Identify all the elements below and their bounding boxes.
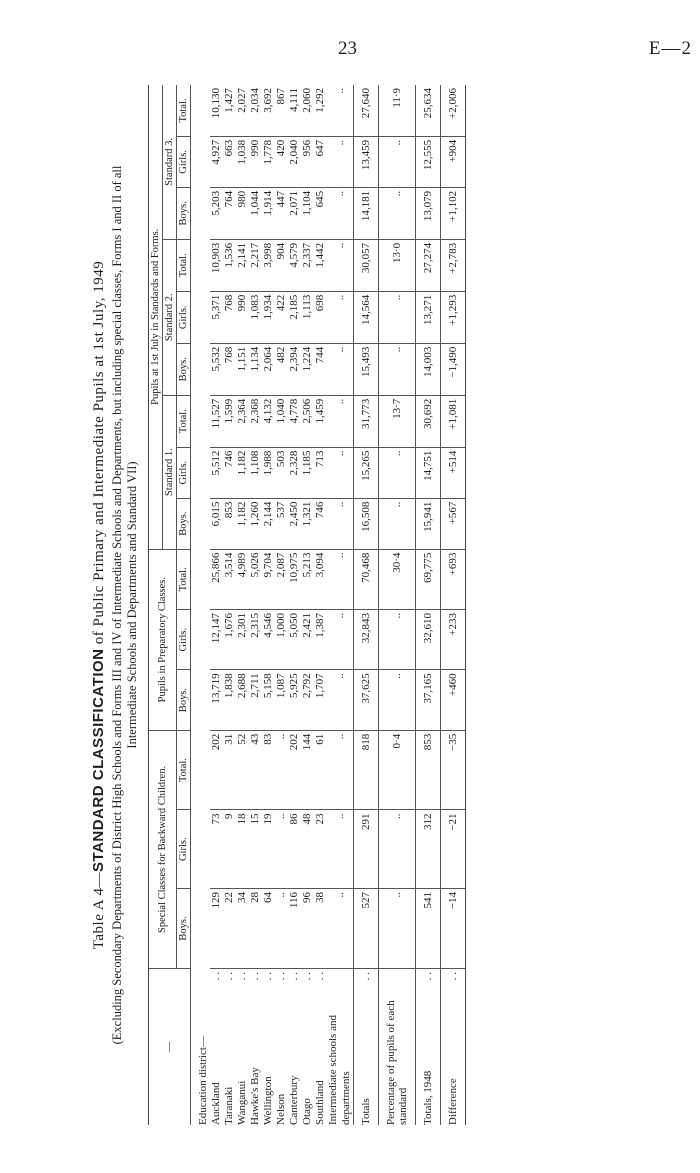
total-column-header: Total.: [177, 549, 191, 609]
table-cell: 96: [301, 888, 314, 968]
table-title: [90, 85, 108, 1125]
table-cell: 1,044: [249, 187, 262, 239]
table-cell: ..: [327, 85, 354, 136]
district-row-label: [275, 969, 288, 1126]
leader-dots: . .: [422, 972, 434, 981]
table-cell: 853: [416, 730, 441, 810]
table-cell: 5,050: [288, 610, 301, 670]
summary-row-label: [441, 969, 466, 1126]
table-cell: 2,141: [236, 239, 249, 291]
table-cell: 30,692: [416, 395, 441, 447]
district-row-label: [327, 969, 354, 1126]
district-row-label: [223, 969, 236, 1126]
table-cell: 1,185: [301, 447, 314, 498]
table-cell: 3,692: [262, 85, 275, 136]
table-cell: 11·9: [379, 85, 416, 136]
total-column-header: Total.: [177, 239, 191, 291]
district-row: [275, 85, 288, 1125]
summary-row-label: [379, 969, 416, 1126]
table-cell: 19: [262, 810, 275, 889]
row-name: Nelson: [275, 1093, 287, 1125]
table-cell: 15: [249, 810, 262, 889]
table-cell: 1,292: [314, 85, 327, 136]
table-cell: +514: [441, 447, 466, 498]
table-cell: 14,181: [354, 187, 379, 239]
table-cell: 202: [210, 730, 223, 810]
table-cell: +904: [441, 136, 466, 187]
total-column-header: Total.: [177, 395, 191, 447]
table-cell: 64: [262, 888, 275, 968]
girls-column-header: Girls.: [177, 610, 191, 670]
leader-dots: . .: [301, 972, 313, 981]
table-cell: 1,914: [262, 187, 275, 239]
row-name: Totals, 1948: [422, 1070, 434, 1125]
table-cell: 3,094: [314, 549, 327, 609]
district-row-label: [262, 969, 275, 1126]
table-cell: ..: [379, 810, 416, 889]
table-cell: ..: [327, 447, 354, 498]
district-row: [223, 85, 236, 1125]
table-cell: 764: [223, 187, 236, 239]
table-cell: 980: [236, 187, 249, 239]
table-cell: 990: [249, 136, 262, 187]
table-cell: 2,034: [249, 85, 262, 136]
table-cell: 4,111: [288, 85, 301, 136]
table-cell: 0·4: [379, 730, 416, 810]
table-cell: 4,778: [288, 395, 301, 447]
table-cell: ..: [327, 888, 354, 968]
table-cell: 1,599: [223, 395, 236, 447]
table-cell: 768: [223, 343, 236, 395]
table-cell: +693: [441, 549, 466, 609]
table-cell: +233: [441, 610, 466, 670]
table-cell: 83: [262, 730, 275, 810]
district-row: [301, 85, 314, 1125]
table-cell: −21: [441, 810, 466, 889]
table-cell: 645: [314, 187, 327, 239]
row-name: Wanganui: [236, 1080, 248, 1125]
table-cell: 5,213: [301, 549, 314, 609]
table-cell: 31,773: [354, 395, 379, 447]
table-cell: ..: [379, 498, 416, 549]
row-name: Taranaki: [223, 1086, 235, 1125]
leader-dots: . .: [314, 972, 326, 981]
table-cell: 30·4: [379, 549, 416, 609]
table-cell: 818: [354, 730, 379, 810]
table-cell: 61: [314, 730, 327, 810]
table-cell: 1,459: [314, 395, 327, 447]
row-name: Southland: [314, 1080, 326, 1125]
table-title-bold: STANDARD CLASSIFICATION: [90, 648, 107, 872]
table-cell: −14: [441, 888, 466, 968]
table-cell: 1,934: [262, 291, 275, 343]
table-cell: 4,927: [210, 136, 223, 187]
row-name: Hawke's Bay: [249, 1067, 261, 1125]
classification-table: [148, 85, 466, 1125]
row-name: Percentage of pupils of each standard: [385, 1000, 409, 1125]
table-cell: 86: [288, 810, 301, 889]
standard-2-header: Standard 2.: [163, 239, 177, 395]
table-cell: ..: [327, 187, 354, 239]
table-cell: 2,368: [249, 395, 262, 447]
leader-dots: . .: [249, 972, 261, 981]
table-cell: +1,102: [441, 187, 466, 239]
table-cell: −35: [441, 730, 466, 810]
table-cell: 38: [314, 888, 327, 968]
table-cell: ..: [275, 888, 288, 968]
table-cell: ..: [327, 395, 354, 447]
table-cell: 420: [275, 136, 288, 187]
table-cell: 2,711: [249, 670, 262, 730]
district-row-label: [288, 969, 301, 1126]
table-cell: 27,274: [416, 239, 441, 291]
table-cell: 1,108: [249, 447, 262, 498]
table-cell: 2,364: [236, 395, 249, 447]
table-cell: 2,792: [301, 670, 314, 730]
table-cell: 9,704: [262, 549, 275, 609]
table-cell: 30,057: [354, 239, 379, 291]
summary-row-label: [354, 969, 379, 1126]
label-column-header: —: [149, 969, 191, 1126]
table-cell: 2,337: [301, 239, 314, 291]
table-cell: 5,158: [262, 670, 275, 730]
table-cell: ..: [327, 239, 354, 291]
table-cell: 482: [275, 343, 288, 395]
table-cell: 1,000: [275, 610, 288, 670]
table-cell: +460: [441, 670, 466, 730]
table-cell: ..: [327, 810, 354, 889]
table-cell: 22: [223, 888, 236, 968]
table-cell: 1,707: [314, 670, 327, 730]
table-cell: 9: [223, 810, 236, 889]
table-cell: 31: [223, 730, 236, 810]
boys-column-header: Boys.: [177, 343, 191, 395]
table-cell: 2,688: [236, 670, 249, 730]
table-cell: 312: [416, 810, 441, 889]
table-cell: 2,087: [275, 549, 288, 609]
table-cell: 956: [301, 136, 314, 187]
table-cell: ..: [327, 136, 354, 187]
table-cell: 1,321: [301, 498, 314, 549]
table-cell: 15,493: [354, 343, 379, 395]
total-column-header: Total.: [177, 85, 191, 136]
table-cell: 3,514: [223, 549, 236, 609]
table-cell: +1,293: [441, 291, 466, 343]
table-cell: 15,265: [354, 447, 379, 498]
table-cell: 4,579: [288, 239, 301, 291]
table-cell: 867: [275, 85, 288, 136]
table-cell: 1,988: [262, 447, 275, 498]
table-cell: 2,394: [288, 343, 301, 395]
table-cell: 2,185: [288, 291, 301, 343]
table-cell: ..: [275, 730, 288, 810]
district-rows: [191, 85, 354, 1125]
table-cell: 1,113: [301, 291, 314, 343]
table-cell: 32,843: [354, 610, 379, 670]
table-cell: ..: [379, 343, 416, 395]
table-cell: 1,838: [223, 670, 236, 730]
district-row-label: [249, 969, 262, 1126]
leader-dots: . .: [360, 972, 372, 981]
table-cell: 202: [288, 730, 301, 810]
row-name: Totals: [360, 1098, 372, 1125]
table-cell: 13·7: [379, 395, 416, 447]
boys-column-header: Boys.: [177, 670, 191, 730]
table-cell: 2,040: [288, 136, 301, 187]
district-row: [236, 85, 249, 1125]
table-cell: 1,442: [314, 239, 327, 291]
table-cell: 2,328: [288, 447, 301, 498]
table-cell: 503: [275, 447, 288, 498]
table-cell: 1,104: [301, 187, 314, 239]
table-cell: ..: [379, 187, 416, 239]
table-cell: 541: [416, 888, 441, 968]
standard-1-header: Standard 1.: [163, 395, 177, 549]
table-cell: ..: [379, 291, 416, 343]
boys-column-header: Boys.: [177, 498, 191, 549]
table-cell: 2,071: [288, 187, 301, 239]
girls-column-header: Girls.: [177, 447, 191, 498]
table-cell: 1,083: [249, 291, 262, 343]
girls-column-header: Girls.: [177, 810, 191, 889]
table-cell: 447: [275, 187, 288, 239]
table-cell: ..: [327, 610, 354, 670]
table-cell: 14,003: [416, 343, 441, 395]
table-cell: 73: [210, 810, 223, 889]
table-cell: 14,751: [416, 447, 441, 498]
table-cell: 12,555: [416, 136, 441, 187]
special-classes-header: Special Classes for Backward Children.: [149, 730, 177, 968]
row-name: Auckland: [210, 1082, 222, 1125]
table-cell: 1,778: [262, 136, 275, 187]
table-cell: +567: [441, 498, 466, 549]
table-cell: 16,508: [354, 498, 379, 549]
table-cell: ..: [327, 730, 354, 810]
table-cell: +2,783: [441, 239, 466, 291]
summary-row: [416, 85, 441, 1125]
table-cell: 698: [314, 291, 327, 343]
total-column-header: Total.: [177, 730, 191, 810]
row-name: Intermediate schools and departments: [327, 1015, 352, 1125]
table-cell: 2,064: [262, 343, 275, 395]
summary-row-label: [416, 969, 441, 1126]
district-row: [314, 85, 327, 1125]
table-cell: 144: [301, 730, 314, 810]
table-cell: ..: [327, 670, 354, 730]
table-cell: 1,182: [236, 447, 249, 498]
table-cell: 3,998: [262, 239, 275, 291]
table-cell: 4,989: [236, 549, 249, 609]
row-name: Canterbury: [288, 1075, 300, 1125]
leader-dots: . .: [223, 972, 235, 981]
table-cell: 11,527: [210, 395, 223, 447]
table-cell: 5,371: [210, 291, 223, 343]
table-cell: 23: [314, 810, 327, 889]
table-cell: 2,506: [301, 395, 314, 447]
preparatory-classes-header: Pupils in Preparatory Classes.: [149, 549, 177, 730]
table-cell: 1,387: [314, 610, 327, 670]
table-cell: 18: [236, 810, 249, 889]
table-cell: 13,719: [210, 670, 223, 730]
leader-dots: . .: [288, 972, 300, 981]
table-cell: 129: [210, 888, 223, 968]
district-row-label: [236, 969, 249, 1126]
table-cell: 34: [236, 888, 249, 968]
district-row: [210, 85, 223, 1125]
table-cell: 52: [236, 730, 249, 810]
table-cell: 291: [354, 810, 379, 889]
table-cell: 2,301: [236, 610, 249, 670]
table-cell: 746: [223, 447, 236, 498]
table-cell: 10,903: [210, 239, 223, 291]
table-cell: 116: [288, 888, 301, 968]
table-cell: 1,087: [275, 670, 288, 730]
table-cell: 1,676: [223, 610, 236, 670]
table-cell: 5,925: [288, 670, 301, 730]
table-cell: 70,468: [354, 549, 379, 609]
district-row: [249, 85, 262, 1125]
table-cell: 25,866: [210, 549, 223, 609]
table-cell: ..: [275, 810, 288, 889]
table-cell: 1,134: [249, 343, 262, 395]
summary-rows: [354, 85, 466, 1125]
district-row-label: [301, 969, 314, 1126]
leader-dots: . .: [210, 972, 222, 981]
section-label: Education district—: [197, 1036, 209, 1125]
table-cell: 2,315: [249, 610, 262, 670]
table-cell: 990: [236, 291, 249, 343]
table-cell: 25,634: [416, 85, 441, 136]
table-cell: 5,203: [210, 187, 223, 239]
table-cell: 422: [275, 291, 288, 343]
table-cell: 744: [314, 343, 327, 395]
table-cell: ..: [379, 670, 416, 730]
table-cell: 32,610: [416, 610, 441, 670]
table-cell: 27,640: [354, 85, 379, 136]
table-cell: 1,038: [236, 136, 249, 187]
table-cell: 2,027: [236, 85, 249, 136]
table-cell: 13,459: [354, 136, 379, 187]
table-cell: 4,132: [262, 395, 275, 447]
table-cell: 43: [249, 730, 262, 810]
standard-3-header: Standard 3.: [163, 85, 177, 239]
table-cell: 5,026: [249, 549, 262, 609]
boys-column-header: Boys.: [177, 187, 191, 239]
table-cell: 853: [223, 498, 236, 549]
rotated-table-block: [90, 85, 690, 1125]
table-cell: 663: [223, 136, 236, 187]
table-cell: ..: [379, 136, 416, 187]
table-cell: 69,775: [416, 549, 441, 609]
table-cell: 647: [314, 136, 327, 187]
row-name: Difference: [447, 1078, 459, 1125]
table-title-rest: of Public Primary and Intermediate Pupils at 1st July, 1949: [91, 260, 107, 649]
table-cell: 13·0: [379, 239, 416, 291]
table-cell: 28: [249, 888, 262, 968]
row-name: Otago: [301, 1098, 313, 1125]
standards-header: Pupils at 1st July in Standards and Forms.: [149, 85, 163, 549]
table-cell: 5,512: [210, 447, 223, 498]
table-cell: ..: [379, 888, 416, 968]
district-row: [288, 85, 301, 1125]
page-number: 23: [338, 38, 357, 59]
table-cell: 5,532: [210, 343, 223, 395]
table-cell: 713: [314, 447, 327, 498]
row-name: Wellington: [262, 1076, 274, 1125]
table-cell: ..: [327, 343, 354, 395]
table-cell: +2,006: [441, 85, 466, 136]
table-cell: 10,975: [288, 549, 301, 609]
district-row-label: [210, 969, 223, 1126]
table-cell: 13,271: [416, 291, 441, 343]
page-reference: E—2: [648, 38, 692, 59]
table-cell: 1,151: [236, 343, 249, 395]
table-cell: 768: [223, 291, 236, 343]
table-cell: 1,182: [236, 498, 249, 549]
table-cell: 10,130: [210, 85, 223, 136]
table-cell: 48: [301, 810, 314, 889]
table-cell: 1,224: [301, 343, 314, 395]
table-cell: 527: [354, 888, 379, 968]
table-cell: 1,427: [223, 85, 236, 136]
table-cell: 6,015: [210, 498, 223, 549]
table-cell: 15,941: [416, 498, 441, 549]
summary-row: [354, 85, 379, 1125]
leader-dots: . .: [275, 972, 287, 981]
leader-dots: . .: [262, 972, 274, 981]
summary-row: [379, 85, 416, 1125]
table-cell: 1,040: [275, 395, 288, 447]
table-cell: ..: [327, 549, 354, 609]
table-cell: ..: [379, 610, 416, 670]
table-cell: 37,625: [354, 670, 379, 730]
table-cell: 2,450: [288, 498, 301, 549]
table-cell: +1,081: [441, 395, 466, 447]
table-cell: 1,260: [249, 498, 262, 549]
girls-column-header: Girls.: [177, 291, 191, 343]
table-subtitle: (Excluding Secondary Departments of District High Schools and Forms III and IV of Intermediate Schools and Departments, but including special classes, Forms I and II of all Intermediate Schools and Departments and Standard VII): [110, 165, 139, 1045]
summary-row: [441, 85, 466, 1125]
table-cell: ..: [327, 291, 354, 343]
district-row: [327, 85, 354, 1125]
table-cell: 537: [275, 498, 288, 549]
district-row-label: [314, 969, 327, 1126]
table-cell: 2,144: [262, 498, 275, 549]
boys-column-header: Boys.: [177, 888, 191, 968]
table-cell: 2,421: [301, 610, 314, 670]
district-row: [262, 85, 275, 1125]
table-cell: ..: [379, 447, 416, 498]
table-cell: −1,490: [441, 343, 466, 395]
table-cell: 2,217: [249, 239, 262, 291]
table-cell: 12,147: [210, 610, 223, 670]
table-cell: 13,079: [416, 187, 441, 239]
table-cell: 37,165: [416, 670, 441, 730]
section-label-row: [191, 85, 211, 1125]
table-cell: ..: [327, 498, 354, 549]
leader-dots: . .: [447, 972, 459, 981]
table-cell: 14,564: [354, 291, 379, 343]
table-cell: 2,060: [301, 85, 314, 136]
table-cell: 746: [314, 498, 327, 549]
table-cell: 1,536: [223, 239, 236, 291]
table-cell: 4,546: [262, 610, 275, 670]
table-cell: 904: [275, 239, 288, 291]
girls-column-header: Girls.: [177, 136, 191, 187]
leader-dots: . .: [236, 972, 248, 981]
table-title-prefix: Table A 4—: [91, 871, 107, 950]
